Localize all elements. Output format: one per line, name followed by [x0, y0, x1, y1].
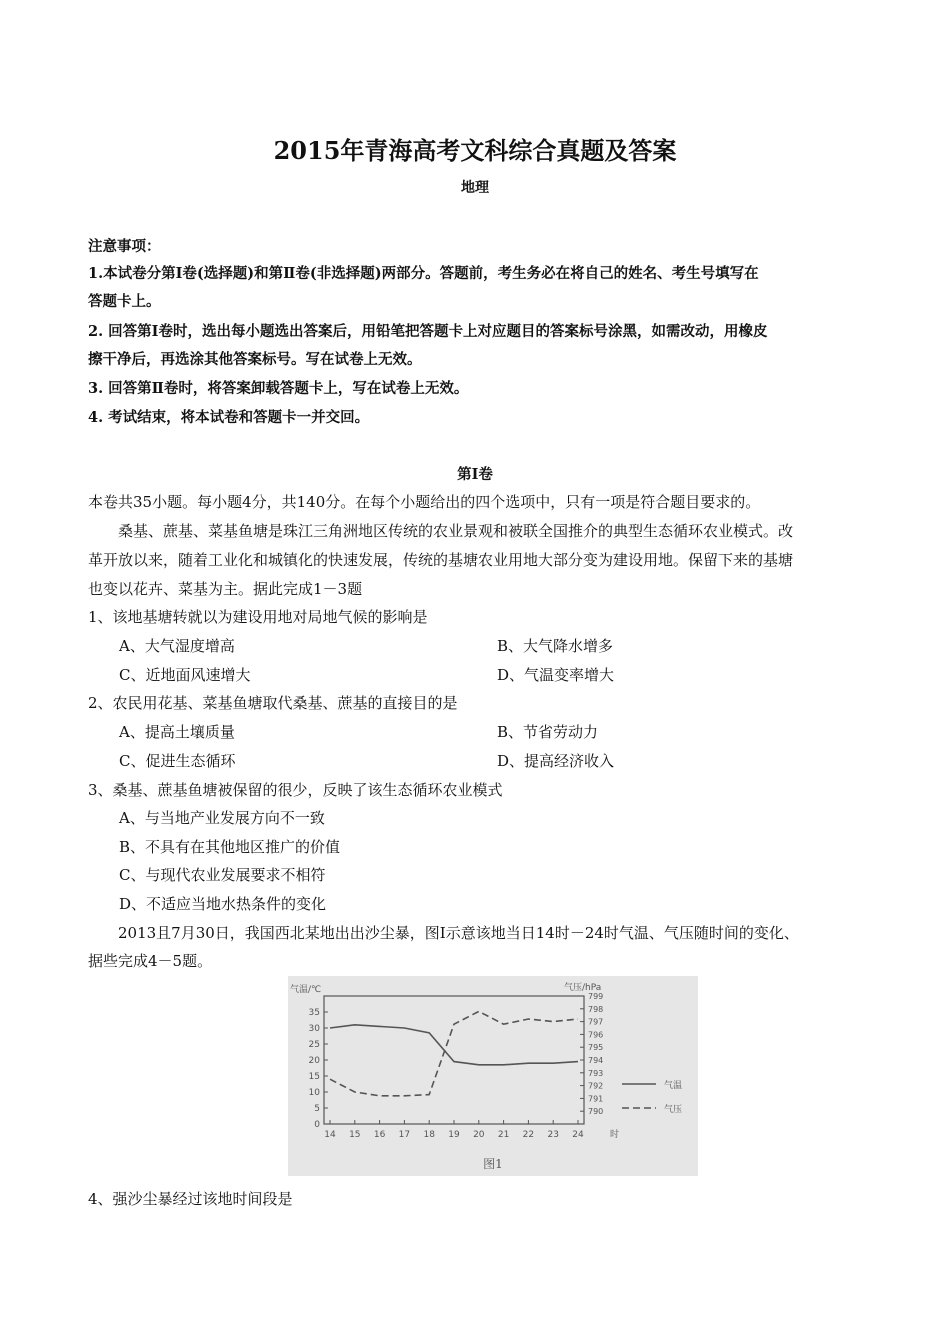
- question-1-option-b: B、大气降水增多: [497, 637, 614, 655]
- y-left-tick-label: 0: [314, 1120, 320, 1130]
- y-right-tick-label: 791: [588, 1094, 604, 1104]
- question-2-option-d: D、提高经济收入: [497, 752, 615, 770]
- plot-frame: [324, 996, 584, 1124]
- notice-item-2-cont: 擦干净后，再选涂其他答案标号。写在试卷上无效。: [88, 351, 422, 368]
- x-tick-label: 24: [572, 1130, 584, 1140]
- y-left-tick-label: 10: [308, 1088, 320, 1098]
- section-intro: 本卷共35小题。每小题4分，共140分。在每个小题给出的四个选项中，只有一项是符合题目要求的。: [88, 493, 761, 511]
- question-3-option-c: C、与现代农业发展要求不相符: [119, 866, 326, 884]
- notice-item-3: 3. 回答第Ⅱ卷时，将答案卸载答题卡上，写在试卷上无效。: [88, 380, 469, 397]
- y-right-tick-label: 794: [588, 1056, 604, 1065]
- notice-item-1-cont: 答题卡上。: [88, 293, 161, 310]
- question-2-option-a: A、提高土壤质量: [119, 723, 235, 741]
- passage-line-2: 革开放以来，随着工业化和城镇化的快速发展，传统的基塘农业用地大部分变为建设用地。保留下来的基塘: [88, 551, 794, 569]
- y-right-tick-label: 796: [588, 1030, 604, 1040]
- question-1-option-c: C、近地面风速增大: [119, 666, 251, 684]
- question-2-option-c: C、促进生态循环: [119, 752, 236, 770]
- subject-label: 地理: [461, 180, 489, 196]
- x-tick-label: 16: [373, 1130, 386, 1140]
- y-right-tick-label: 795: [588, 1043, 604, 1053]
- y-right-axis-label: 气压/hPa: [564, 983, 602, 993]
- x-tick-label: 17: [398, 1130, 411, 1140]
- x-tick-label: 19: [448, 1130, 460, 1140]
- question-2-option-b: B、节省劳动力: [497, 723, 599, 741]
- question-4-stem: 4、强沙尘暴经过该地时间段是: [88, 1190, 293, 1208]
- section-heading: 第Ⅰ卷: [457, 466, 493, 483]
- x-unit-label: 时: [610, 1130, 620, 1140]
- question-1-stem: 1、该地基塘转就以为建设用地对局地气候的影响是: [88, 608, 428, 626]
- question-3-option-a: A、与当地产业发展方向不一致: [119, 809, 325, 827]
- question-1-option-a: A、大气湿度增高: [119, 637, 235, 655]
- notice-item-1: 1.本试卷分第Ⅰ卷(选择题)和第Ⅱ卷(非选择题)两部分。答题前，考生务必在将自己的姓名、考生号填写在: [88, 265, 759, 282]
- y-right-tick-label: 792: [588, 1081, 604, 1091]
- page-title: 2015年青海高考文科综合真题及答案: [273, 136, 677, 165]
- figure-1-chart: [288, 976, 698, 1176]
- x-tick-label: 21: [497, 1130, 510, 1140]
- question-1-option-d: D、气温变率增大: [497, 666, 615, 684]
- notice-item-2: 2. 回答第Ⅰ卷时，选出每小题选出答案后，用铅笔把答题卡上对应题目的答案标号涂黑，如需改动，用橡皮: [88, 323, 768, 340]
- chart-svg: [288, 976, 698, 1176]
- question-2-stem: 2、农民用花基、菜基鱼塘取代桑基、蔗基的直接目的是: [88, 694, 458, 712]
- y-right-tick-label: 798: [588, 1004, 604, 1014]
- question-3-stem: 3、桑基、蔗基鱼塘被保留的很少，反映了该生态循环农业模式: [88, 781, 503, 799]
- x-tick-label: 14: [324, 1130, 336, 1140]
- y-left-tick-label: 5: [314, 1104, 320, 1114]
- x-tick-label: 20: [473, 1130, 485, 1140]
- notice-heading: 注意事项：: [88, 238, 161, 255]
- x-tick-label: 18: [423, 1130, 435, 1140]
- y-left-tick-label: 20: [308, 1056, 320, 1066]
- legend-label: 气温: [664, 1081, 683, 1091]
- series-line-temperature: [330, 1025, 578, 1065]
- x-tick-label: 23: [547, 1130, 559, 1140]
- passage-line-3: 也变以花卉、菜基为主。据此完成1－3题: [88, 580, 363, 598]
- y-left-tick-label: 35: [308, 1008, 320, 1018]
- y-left-tick-label: 30: [308, 1024, 320, 1034]
- y-right-tick-label: 797: [588, 1017, 604, 1027]
- y-left-tick-label: 15: [308, 1072, 320, 1082]
- passage-2-line-2: 据些完成4－5题。: [88, 952, 213, 970]
- question-3-option-d: D、不适应当地水热条件的变化: [119, 895, 327, 913]
- question-3-option-b: B、不具有在其他地区推广的价值: [119, 838, 341, 856]
- y-right-tick-label: 790: [588, 1107, 604, 1117]
- y-right-tick-label: 793: [588, 1068, 604, 1078]
- figure-caption: 图1: [483, 1157, 503, 1171]
- notice-item-4: 4. 考试结束，将本试卷和答题卡一并交回。: [88, 409, 370, 426]
- legend-label: 气压: [664, 1105, 683, 1115]
- passage-line-1: 桑基、蔗基、菜基鱼塘是珠江三角洲地区传统的农业景观和被联全国推介的典型生态循环农业模式。改: [118, 522, 794, 540]
- series-line-pressure: [330, 1011, 578, 1095]
- passage-2-line-1: 2013且7月30日，我国西北某地出出沙尘暴，图Ⅰ示意该地当日14时－24时气温、气压随时间的变化、: [118, 924, 799, 942]
- y-left-axis-label: 气温/℃: [290, 985, 322, 995]
- x-tick-label: 15: [349, 1130, 361, 1140]
- x-tick-label: 22: [522, 1130, 535, 1140]
- y-right-tick-label: 799: [588, 992, 604, 1001]
- y-left-tick-label: 25: [308, 1040, 320, 1050]
